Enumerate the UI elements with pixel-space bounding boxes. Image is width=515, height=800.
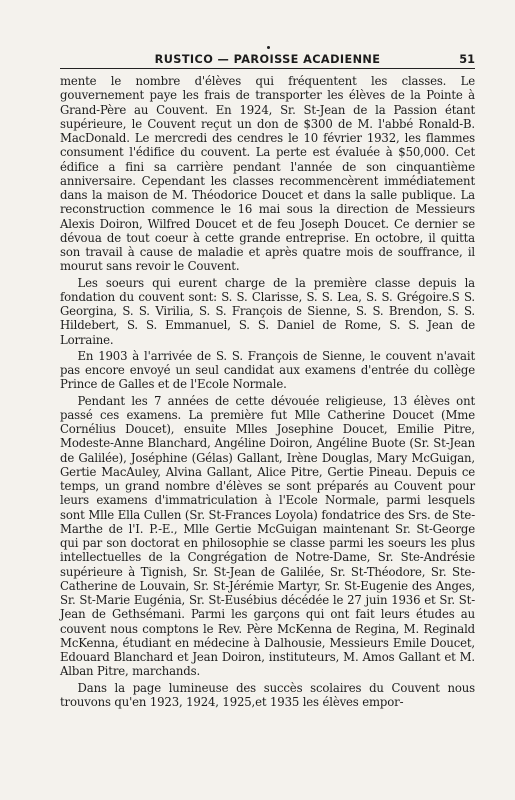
header-ornament-dot: [267, 46, 270, 49]
paragraph-4: Pendant les 7 années de cette dévouée religieuse, 13 élèves ont passé ces examens. La première fut Mlle Catherine Doucet (Mme Cornélius Doucet), ensuite Mlles Josephine Doucet, Emilie Pitre, Modeste-Anne Blanchard, Angéline Doiron, Angéline Buote (Sr. St-Jean de Galilée), Joséphine (Gélas) Gallant, Irène Douglas, Mary McGuigan, Gertie MacAuley, Alvina Gallant, Alice Pitre, Gertie Pineau. Depuis ce temps, un grand nombre d'élèves se sont préparés au Couvent pour leurs examens d'immatriculation à l'Ecole Normale, parmi lesquels sont Mlle Ella Cullen (Sr. St-Frances Loyola) fondatrice des Srs. de Ste-Marthe de l'I. P.-E., Mlle Gertie McGuigan maintenant Sr. St-George qui par son doctorat en philosophie se classe parmi les soeurs les plus intellectuelles de la Congrégation de Notre-Dame, Sr. Ste-Andrésie supérieure à Tignish, Sr. St-Jean de Galilée, Sr. St-Théodore, Sr. Ste-Catherine de Louvain, Sr. St-Jérémie Martyr, Sr. St-Eugenie des Anges, Sr. St-Marie Eugénia, Sr. St-Eusébius décédée le 27 juin 1936 et Sr. St-Jean de Gethsémani. Parmi les garçons qui ont fait leurs études au couvent nous comptons le Rev. Père McKenna de Regina, M. Reginald McKenna, étudiant en médecine à Dalhousie, Messieurs Emile Doucet, Edouard Blanchard et Jean Doiron, instituteurs, M. Amos Gallant et M. Alban Pitre, marchands.: [60, 393, 475, 679]
page-header: [60, 44, 475, 69]
running-title: RUSTICO — PAROISSE ACADIENNE: [154, 53, 381, 66]
body-text: [60, 74, 475, 709]
paragraph-2: Les soeurs qui eurent charge de la première classe depuis la fondation du couvent sont: S. S. Clarisse, S. S. Lea, S. S. Grégoire.S S. Georgina, S. S. Virilia, S. S. François de Sienne, S. S. Brendon, S. S. Hildebert, S. S. Emmanuel, S. S. Daniel de Rome, S. S. Jean de Lorraine.: [60, 275, 475, 347]
paragraph-1: mente le nombre d'élèves qui fréquentent les classes. Le gouvernement paye les frais de transporter les élèves de la Pointe à Grand-Père au Couvent. En 1924, Sr. St-Jean de la Passion étant supérieure, le Couvent reçut un don de $300 de M. l'abbé Ronald-B. MacDonald. Le mercredi des cendres le 10 février 1932, les flammes consument l'édifice du couvent. La perte est évaluée à $50,000. Cet édifice a fini sa carrière pendant l'année de son cinquantième anniversaire. Cependant les classes recommencèrent immédiatement dans la maison de M. Théodorice Doucet et dans la salle publique. La reconstruction commence le 16 mai sous la direction de Messieurs Alexis Doiron, Wilfred Doucet et de feu Joseph Doucet. Ce dernier se dévoua de tout coeur à cette grande entreprise. En octobre, il quitta son travail à cause de maladie et après quatre mois de souffrance, il mourut sans revoir le Couvent.: [60, 74, 475, 274]
page-number: 51: [459, 53, 475, 66]
paragraph-5: Dans la page lumineuse des succès scolaires du Couvent nous trouvons qu'en 1923, 1924, 1925,et 1935 les élèves empor-: [60, 680, 475, 709]
paragraph-3: En 1903 à l'arrivée de S. S. François de Sienne, le couvent n'avait pas encore envoyé un seul candidat aux examens d'entrée du collège Prince de Galles et de l'Ecole Normale.: [60, 348, 475, 392]
